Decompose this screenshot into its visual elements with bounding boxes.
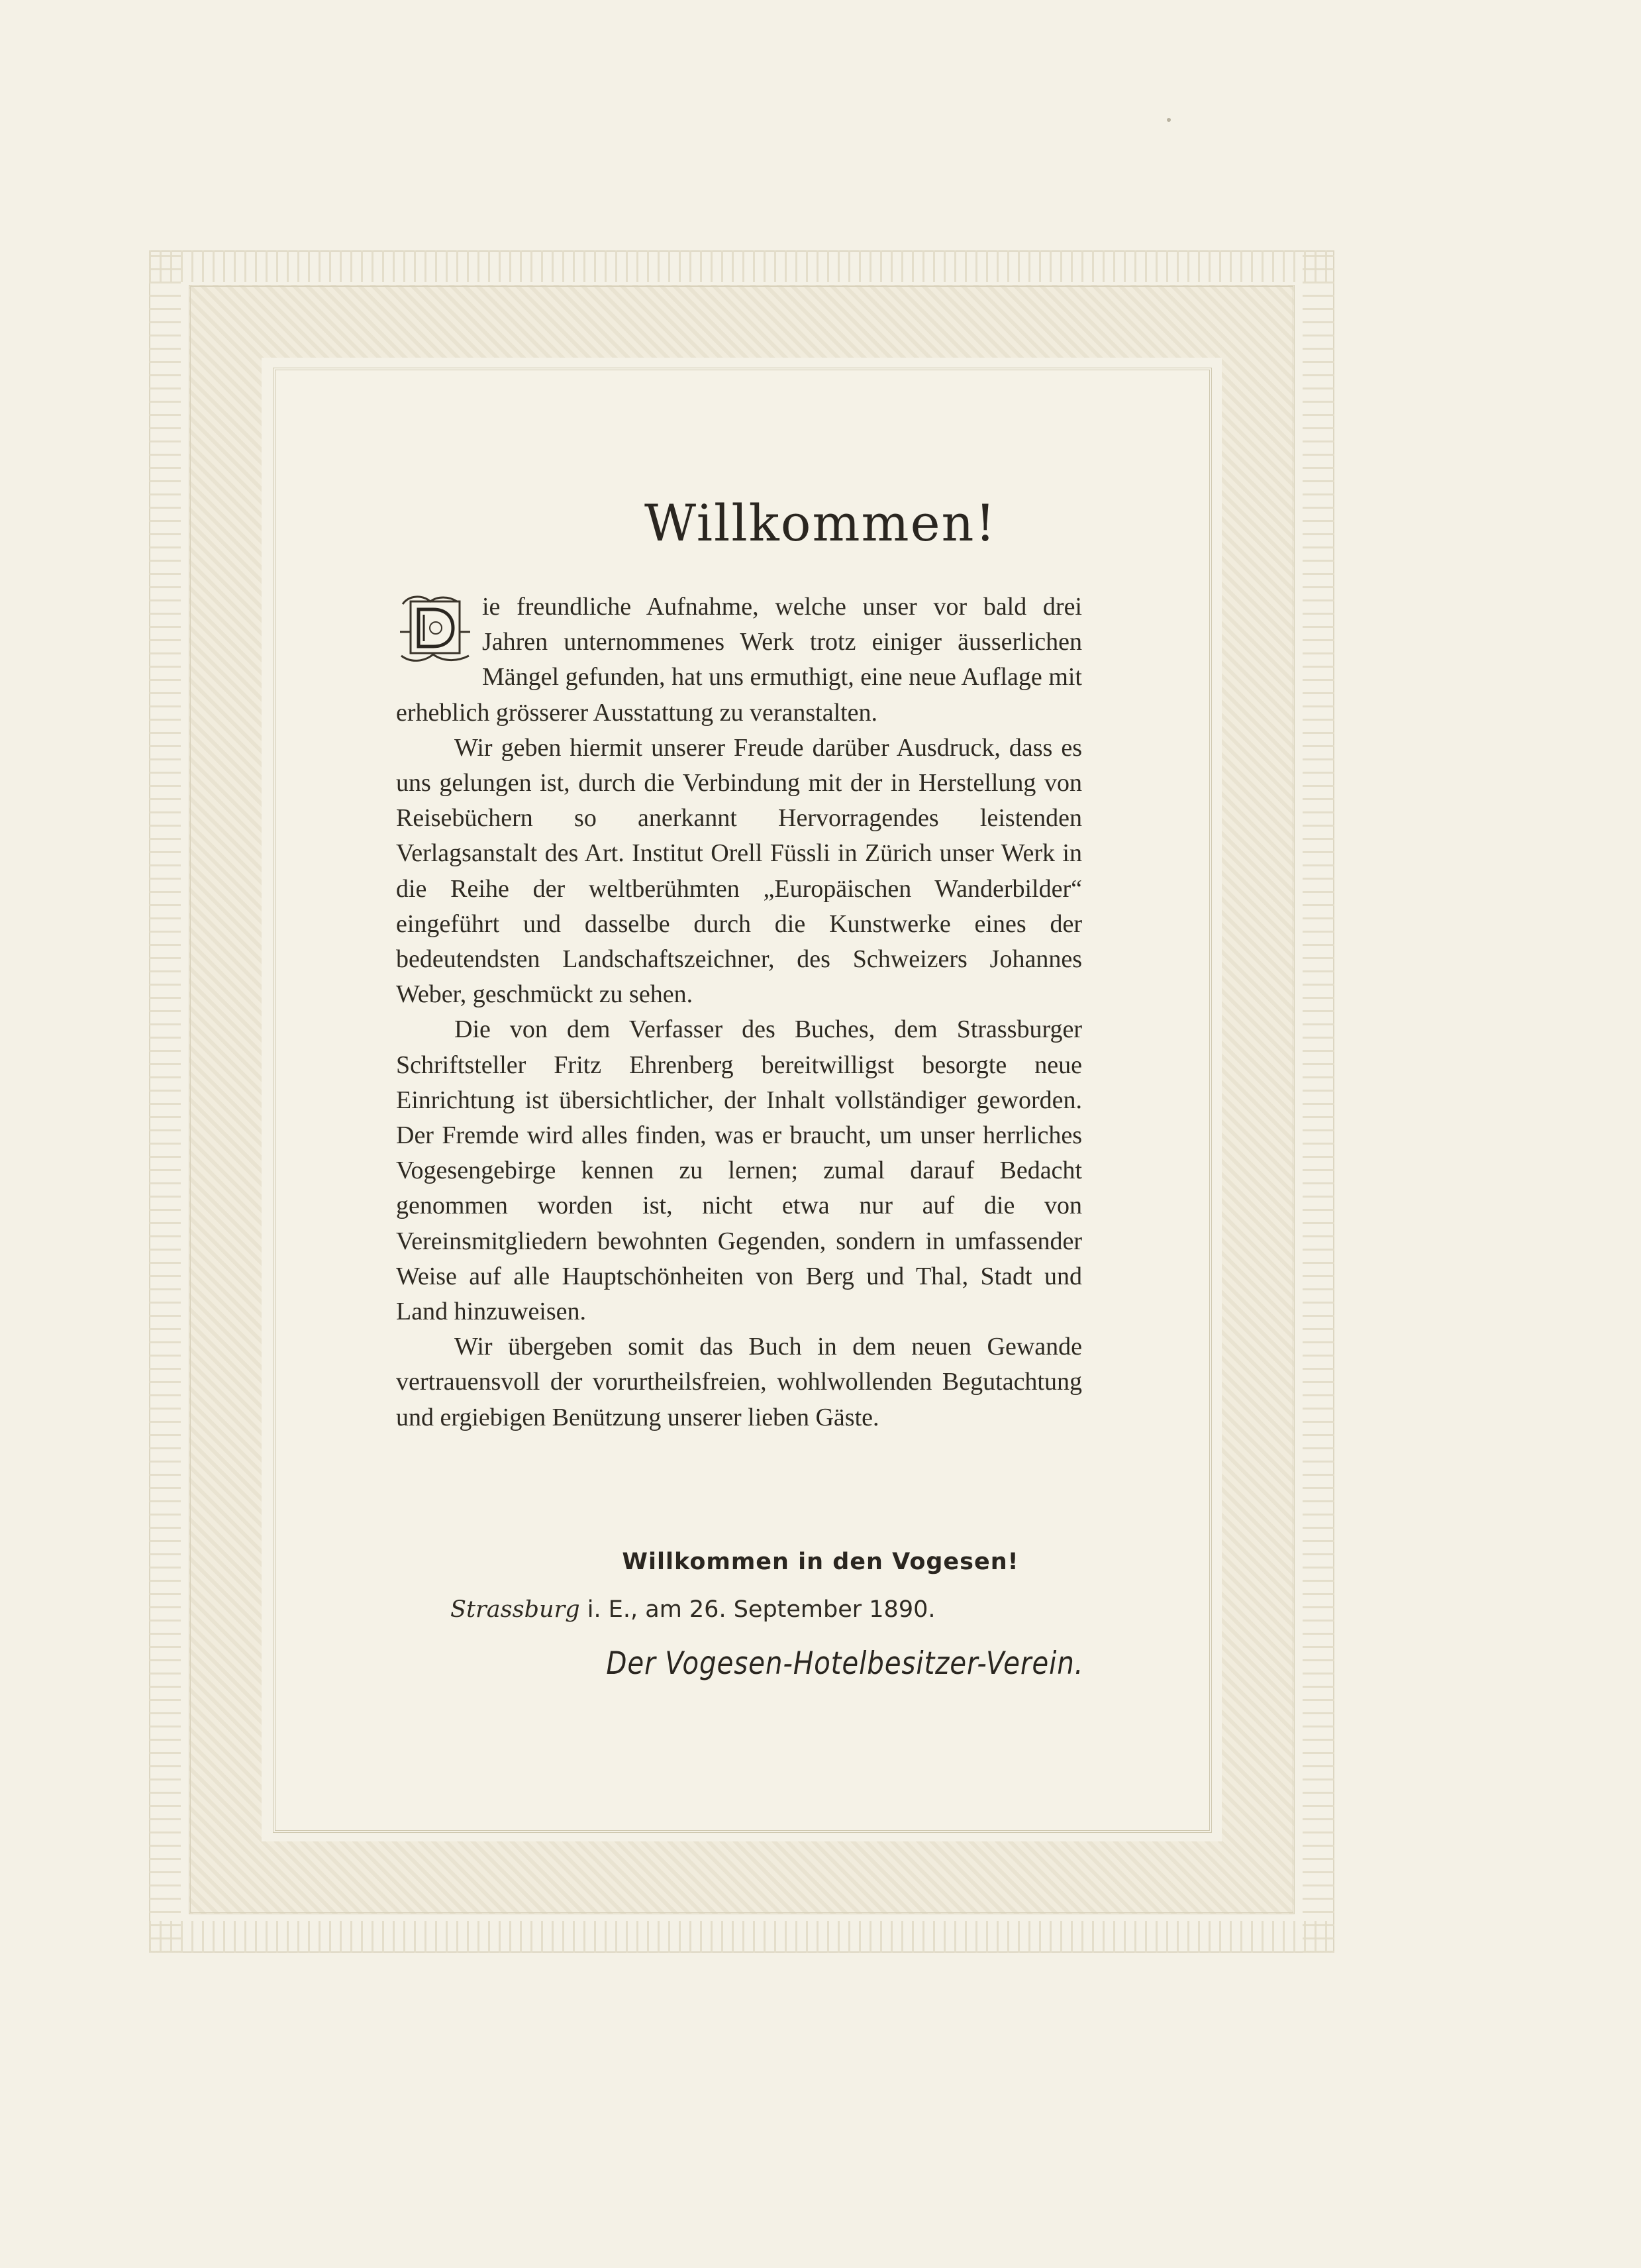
paragraph — [396, 590, 1082, 731]
paragraph: Die von dem Verfasser des Buches, dem Strassburger Schriftsteller Fritz Ehrenberg bereitwilligst besorgte neue Einrichtung ist übersichtlicher, der Inhalt vollständiger geworden. Der Fremde wird alles finden, was er braucht, um unser herrliches Vogesengebirge kennen zu lernen; zumal darauf Bedacht genommen worden ist, nicht etwa nur auf die von Vereinsmitgliedern bewohnten Gegenden, sondern in umfassender Weise auf alle Hauptschönheiten von Berg und Thal, Stadt und Land hinzuweisen. — [396, 1015, 1082, 1326]
body-text — [396, 590, 1082, 1435]
dateline-date: i. E., am 26. September 1890. — [579, 1596, 936, 1623]
paragraph: Wir geben hiermit unserer Freude darüber Ausdruck, dass es uns gelungen ist, durch die Verbindung mit der in Herstellung von Reisebüchern so anerkannt Hervorragendes leistenden Verlagsanstalt des Art. Institut Orell Füssli in Zürich unser Werk in die Reihe der weltberühmten „Europäischen Wanderbilder“ eingeführt und dasselbe durch die Kunstwerke eines der bedeutendsten Landschaftszeichner, des Schweizers Johannes Weber, geschmückt zu sehen. — [396, 733, 1082, 1009]
greeting: Willkommen in den Vogesen! — [622, 1549, 1019, 1575]
paper-speck — [1167, 118, 1171, 122]
paragraph-text: ie freundliche Aufnahme, welche unser vor bald drei Jahren unternommenes Werk trotz einiger äusserlichen Mängel gefunden, hat uns ermuthigt, eine neue Auflage mit erheblich grösserer Ausstattung zu veranstalten. — [396, 593, 1082, 727]
dateline-city: Strassburg — [450, 1596, 580, 1623]
frame-fringe-top — [149, 250, 1334, 282]
paragraph: Wir übergeben somit das Buch in dem neuen Gewande vertrauensvoll der vorurtheilsfreien, wohlwollenden Begutachtung und ergiebigen Benützung unserer lieben Gäste. — [396, 1333, 1082, 1431]
page-title: Willkommen! — [644, 493, 997, 552]
ornamental-dropcap-icon — [396, 592, 474, 665]
dateline — [450, 1596, 935, 1623]
frame-fringe-bottom — [149, 1921, 1334, 1953]
signature: Der Vogesen-Hotelbesitzer-Verein. — [605, 1645, 1083, 1682]
